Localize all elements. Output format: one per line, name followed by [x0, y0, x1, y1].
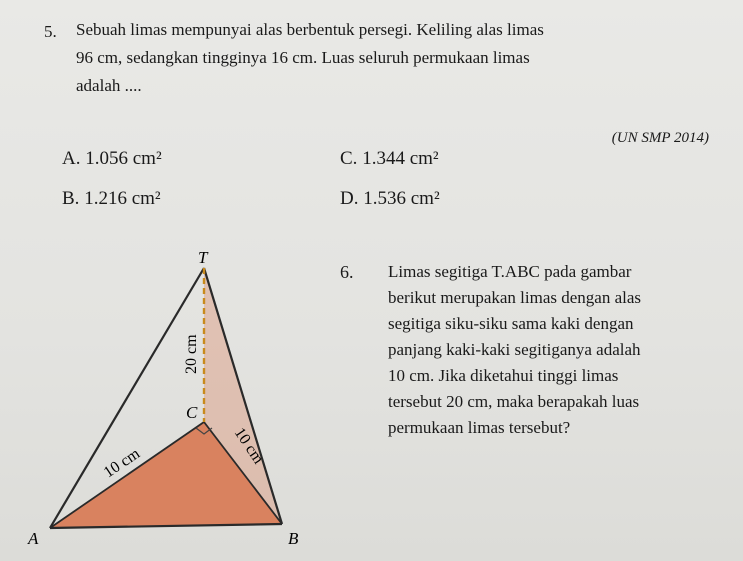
question-6-line-5: 10 cm. Jika diketahui tinggi limas [388, 366, 619, 385]
question-6-line-6: tersebut 20 cm, maka berapakah luas [388, 392, 640, 411]
question-5-line-1: Sebuah limas mempunyai alas berbentuk persegi. Keliling alas limas [76, 20, 544, 39]
question-6-line-4: panjang kaki-kaki segitiganya adalah [388, 340, 641, 359]
option-b-value: 1.216 cm² [84, 188, 161, 209]
question-6-line-7: permukaan limas tersebut? [388, 418, 571, 437]
question-5-number: 5. [44, 22, 57, 41]
option-d-value: 1.536 cm² [363, 188, 440, 209]
vertex-c: C [186, 403, 198, 422]
vertex-b: B [288, 529, 299, 548]
vertex-t: T [198, 248, 208, 267]
question-6-number: 6. [340, 262, 354, 282]
question-5-source: (UN SMP 2014) [611, 130, 709, 146]
option-a-label: A. [62, 148, 81, 169]
question-6-line-3: segitiga siku-siku sama kaki dengan [388, 314, 634, 333]
question-5-line-3: adalah .... [76, 76, 142, 95]
option-c-label: C. [340, 148, 358, 169]
option-b-label: B. [62, 188, 80, 209]
option-a-value: 1.056 cm² [85, 148, 162, 169]
option-d-label: D. [340, 188, 359, 209]
edge-ca-label: 10 cm [100, 445, 144, 482]
height-label: 20 cm [183, 334, 200, 374]
option-c-value: 1.344 cm² [362, 148, 439, 169]
question-6-line-2: berikut merupakan limas dengan alas [388, 288, 642, 307]
question-5-line-2: 96 cm, sedangkan tingginya 16 cm. Luas seluruh permukaan limas [76, 48, 530, 67]
edge-cb-label: 10 cm [230, 424, 267, 468]
question-6-line-1: Limas segitiga T.ABC pada gambar [388, 262, 632, 281]
vertex-a: A [28, 529, 39, 548]
